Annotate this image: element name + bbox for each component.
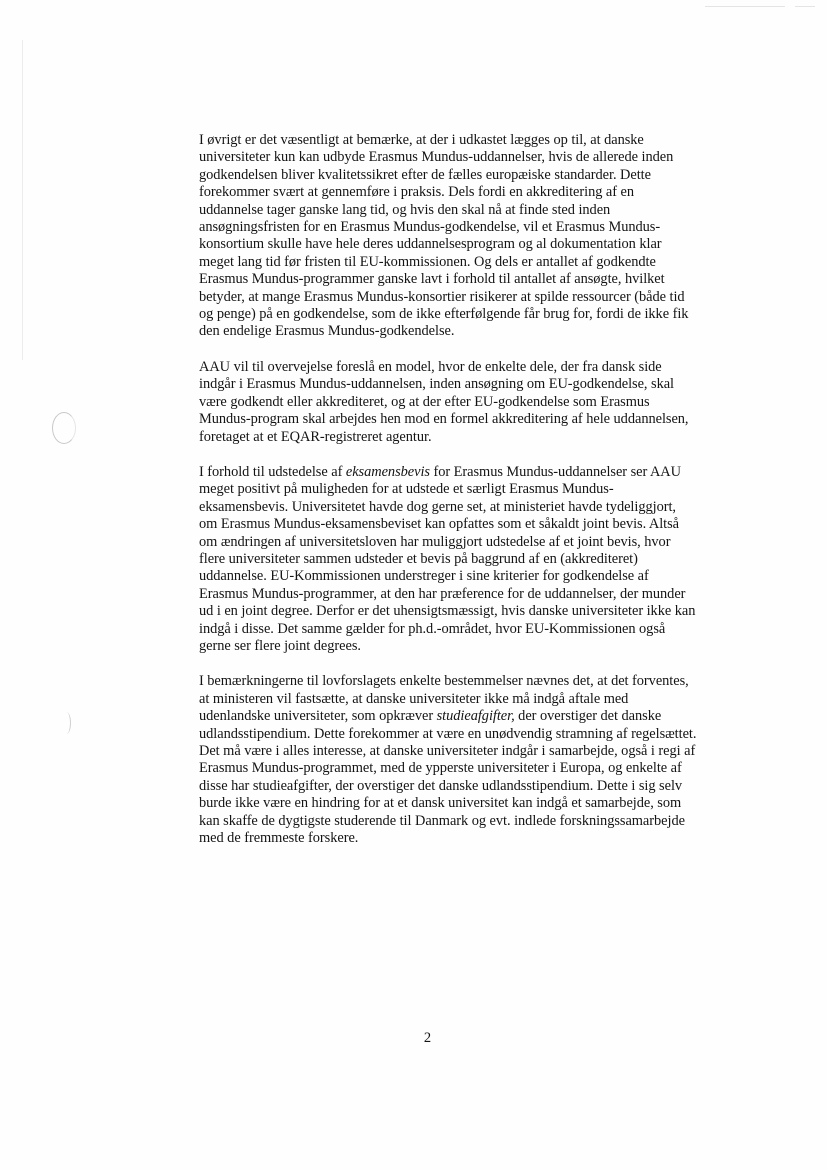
scan-artifact [705,6,785,7]
scan-artifact [795,6,815,7]
paragraph [199,464,759,655]
paragraph-text: der overstiger det danske udlandsstipendium. Dette forekommer at være en unødvendig stramning af regelsættet. Det må være i alles interesse, at danske universiteter indgår i samarbejde, også i regi af Erasmus Mundus-programmet, med de ypperste universiteter i Europa, og enkelte af disse har studieafgifter, der overstiger det danske udlandsstipendium. Dette i sig selv burde ikke være en hindring for at et dansk universitet kan indgå et samarbejde, som kan skaffe de dygtigste studerende til Danmark og evt. indlede forskningssamarbejde med de fremmeste forskere. [199,708,697,847]
scan-artifact [22,40,23,360]
body-text [199,132,759,865]
emphasized-term: eksamensbevis [345,463,430,480]
paragraph-text: for Erasmus Mundus-uddannelser ser AAU meget positivt på muligheden for at udstede et særligt Erasmus Mundus- eksamensbevis. Universitetet havde dog gerne set, at ministeriet havde tydeliggjort, om Erasmus Mundus-eksamensbeviset kan opfattes som et såkaldt joint bevis. Altså om ændringen af universitetsloven har muliggjort udstedelse af et joint bevis, hvor flere universiteter sammen udsteder et bevis på baggrund af en (akkrediteret) uddannelse. EU-Kommissionen understreger i sine kriterier for godkendelse af Erasmus Mundus-programmer, at den har præference for de uddannelser, der munder ud i en joint degree. Derfor er det uhensigtsmæssigt, hvis danske universiteter ikke kan indgå i disse. Det samme gælder for ph.d.-området, hvor EU-Kommissionen også gerne ser flere joint degrees. [199,463,696,654]
paragraph-text: I bemærkningerne til lovforslagets enkelte bestemmelser nævnes det, at det forventes, at ministeren vil fastsætte, at danske universiteter ikke må indgå aftale med udenlandske universiteter, som opkræver [199,673,689,725]
paragraph: AAU vil til overvejelse foreslå en model, hvor de enkelte dele, der fra dansk side indgår i Erasmus Mundus-uddannelsen, inden ansøgning om EU-godkendelse, skal være godkendt eller akkrediteret, og at der efter EU-godkendelse som Erasmus Mundus-program skal arbejdes hen mod en formel akkreditering af hele uddannelsen, foretaget at et EQAR-registreret agentur. [199,358,689,445]
paragraph [199,673,759,847]
paragraph: I øvrigt er det væsentligt at bemærke, at der i udkastet lægges op til, at danske universiteter kun kan udbyde Erasmus Mundus-uddannelser, hvis de allerede inden godkendelsen bliver kvalitetssikret efter de fælles europæiske standarder. Dette forekommer svært at gennemføre i praksis. Dels fordi en akkreditering af en uddannelse tager ganske lang tid, og hvis den skal nå at finde sted inden ansøgningsfristen for en Erasmus Mundus-godkendelse, vil et Erasmus Mundus- konsortium skulle have hele deres uddannelsesprogram og al dokumentation klar meget lang tid før fristen til EU-kommissionen. Og dels er antallet af godkendte Erasmus Mundus-programmer ganske lavt i forhold til antallet af ansøgte, hvilket betyder, at mange Erasmus Mundus-konsortier risikerer at spilde ressourcer (både tid og penge) på en godkendelse, som de ikke efterfølgende får brug for, fordi de ikke fik den endelige Erasmus Mundus-godkendelse. [199,132,689,340]
page-number: 2 [423,1030,432,1046]
punch-hole-mark [62,712,71,734]
punch-hole-mark [52,412,76,444]
emphasized-term: studieafgifter, [436,708,515,725]
paragraph-text: I forhold til udstedelse af [199,463,346,480]
